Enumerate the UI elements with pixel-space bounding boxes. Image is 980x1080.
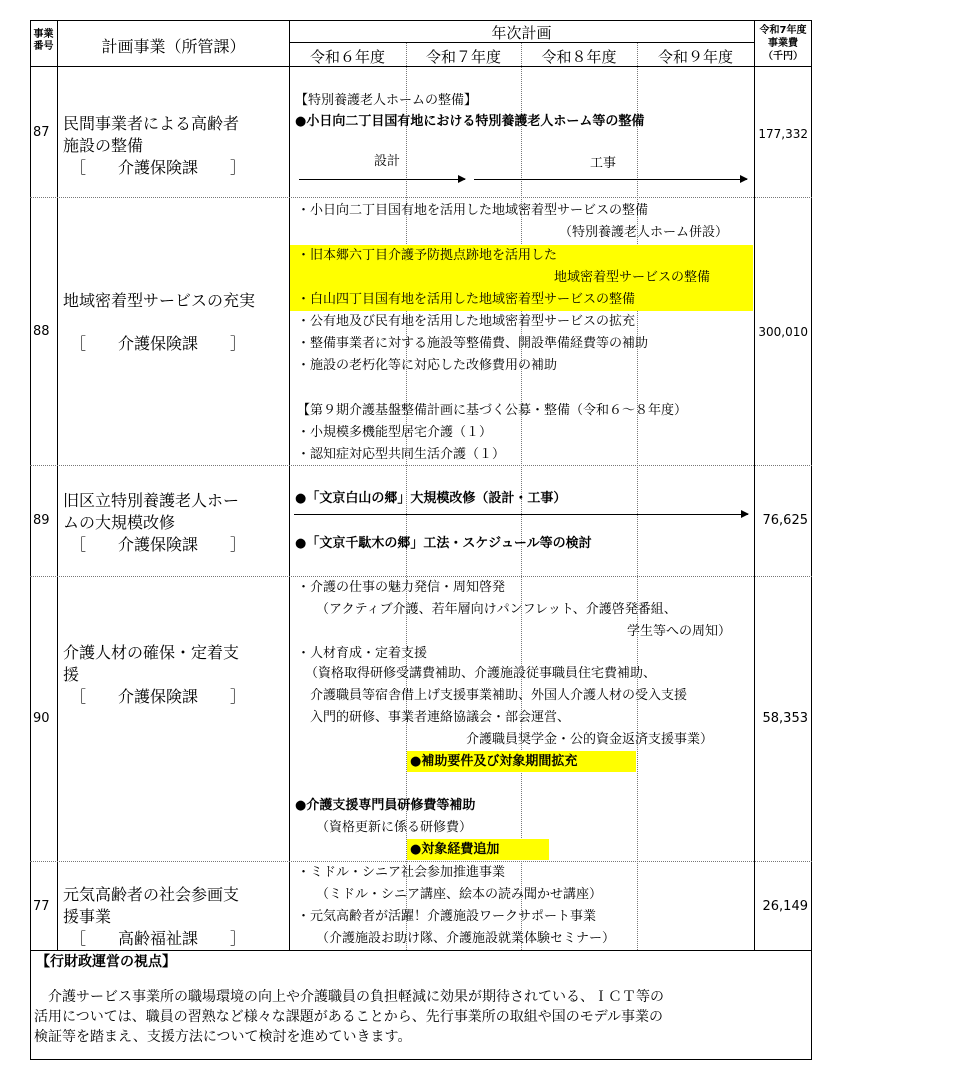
plan-item: ・人材育成・定着支援 — [297, 646, 428, 661]
header-year-4: 令和９年度 — [657, 48, 733, 66]
row-cost: 58,353 — [762, 711, 808, 726]
plan-item: ・小規模多機能型居宅介護（１） — [297, 425, 493, 440]
row-dept: ［ 介護保険課 ］ — [70, 535, 247, 554]
plan-item: ・施設の老朽化等に対応した改修費用の補助 — [297, 358, 558, 373]
row-divider — [30, 576, 812, 577]
arrow-label: 工事 — [590, 156, 617, 171]
row-no: 89 — [33, 513, 50, 528]
plan-item: ・認知症対応型共同生活介護（１） — [297, 447, 506, 462]
plan-item: ●小日向二丁目国有地における特別養護老人ホーム等の整備 — [295, 114, 645, 129]
arrow-label: 設計 — [374, 154, 401, 169]
row-name: 介護人材の確保・定着支 — [63, 643, 240, 662]
table-border-left — [30, 20, 31, 1060]
plan-item: ・白山四丁目国有地を活用した地域密着型サービスの整備 — [297, 292, 636, 307]
table-border-bottom — [30, 1059, 812, 1060]
plan-item: ・ミドル・シニア社会参加推進事業 — [297, 865, 506, 880]
col-divider — [754, 20, 755, 950]
header-year-1: 令和６年度 — [309, 48, 385, 66]
plan-item: 介護職員等宿舎借上げ支援事業補助、外国人介護人材の受入支援 — [310, 688, 688, 703]
row-name: ムの大規模改修 — [63, 513, 176, 532]
col-divider — [57, 20, 58, 950]
plan-item: 入門的研修、事業者連絡協議会・部会運営、 — [310, 710, 571, 725]
plan-item: ●介護支援専門員研修費等補助 — [295, 798, 476, 813]
row-no: 88 — [33, 324, 50, 339]
row-divider — [30, 465, 812, 466]
plan-item: （資格取得研修受講費補助、介護施設従事職員住宅費補助、 — [305, 666, 657, 681]
row-divider — [30, 197, 812, 198]
plan-item: ●「文京千駄木の郷」工法・スケジュール等の検討 — [295, 536, 592, 551]
plan-item: ・介護の仕事の魅力発信・周知啓発 — [297, 580, 506, 595]
row-cost: 177,332 — [758, 127, 808, 141]
header-cost: 令和7年度 事業費 （千円） — [759, 25, 807, 62]
plan-item: （特別養護老人ホーム併設） — [559, 225, 729, 240]
plan-item: ・小日向二丁目国有地を活用した地域密着型サービスの整備 — [297, 203, 649, 218]
row-name: 地域密着型サービスの充実 — [63, 291, 256, 310]
row-name: 援事業 — [63, 907, 112, 926]
plan-item: （資格更新に係る研修費） — [316, 820, 473, 835]
header-plan: 計画事業（所管課） — [101, 37, 246, 56]
row-dept: ［ 介護保険課 ］ — [70, 687, 247, 706]
plan-item: 【特別養護老人ホームの整備】 — [295, 93, 478, 108]
viewpoint-title: 【行財政運営の視点】 — [36, 954, 176, 970]
row-name: 援 — [63, 665, 80, 684]
plan-item: ・旧本郷六丁目介護予防拠点跡地を活用した — [297, 248, 558, 263]
plan-item: 介護職員奨学金・公的資金返済支援事業） — [466, 732, 714, 747]
plan-item: ●補助要件及び対象期間拡充 — [410, 754, 578, 769]
row-cost: 26,149 — [762, 899, 808, 914]
table-border-top — [30, 20, 812, 21]
plan-item: 【第９期介護基盤整備計画に基づく公募・整備（令和６～８年度） — [297, 403, 688, 418]
header-annual: 年次計画 — [491, 24, 552, 42]
row-no: 90 — [33, 711, 50, 726]
plan-item: （介護施設お助け隊、介護施設就業体験セミナー） — [316, 931, 616, 946]
plan-item: （アクティブ介護、若年層向けパンフレット、介護啓発番組、 — [316, 602, 677, 617]
row-name: 施設の整備 — [63, 136, 144, 155]
plan-item: 学生等への周知） — [627, 624, 732, 639]
plan-item: ・元気高齢者が活躍！介護施設ワークサポート事業 — [297, 909, 597, 924]
plan-item: ●「文京白山の郷」大規模改修（設計・工事） — [295, 491, 567, 506]
schedule-arrow — [294, 514, 748, 515]
table-border-right — [811, 20, 812, 1060]
header-year-2: 令和７年度 — [425, 48, 501, 66]
row-dept: ［ 介護保険課 ］ — [70, 334, 247, 353]
row-cost: 76,625 — [762, 513, 808, 528]
plan-item: ・整備事業者に対する施設等整備費、開設準備経費等の補助 — [297, 336, 649, 351]
viewpoint-divider — [30, 950, 812, 951]
header-year-3: 令和８年度 — [541, 48, 617, 66]
viewpoint-line: 検証等を踏まえ、支援方法について検討を進めていきます。 — [34, 1029, 412, 1045]
row-no: 87 — [33, 125, 50, 140]
header-no: 事業 番号 — [33, 29, 54, 52]
row-name: 元気高齢者の社会参画支 — [63, 885, 240, 904]
plan-item: ●対象経費追加 — [410, 842, 500, 857]
schedule-arrow — [474, 179, 747, 180]
plan-item: ・公有地及び民有地を活用した地域密着型サービスの拡充 — [297, 314, 636, 329]
row-no: 77 — [33, 899, 50, 914]
viewpoint-line: 活用については、職員の習熟など様々な課題があることから、先行事業所の取組や国のモデル事業の — [34, 1009, 664, 1025]
row-name: 民間事業者による高齢者 — [63, 114, 240, 133]
viewpoint-line: 介護サービス事業所の職場環境の向上や介護職員の負担軽減に効果が期待されている、ＩＣＴ等の — [48, 989, 664, 1005]
row-cost: 300,010 — [758, 325, 808, 339]
row-divider — [30, 861, 812, 862]
plan-item: （ミドル・シニア講座、絵本の読み聞かせ講座） — [316, 887, 603, 902]
row-name: 旧区立特別養護老人ホー — [63, 491, 240, 510]
col-divider — [289, 20, 290, 950]
row-dept: ［ 介護保険課 ］ — [70, 158, 247, 177]
plan-item: 地域密着型サービスの整備 — [554, 270, 711, 285]
row-dept: ［ 高齢福祉課 ］ — [70, 929, 247, 948]
schedule-arrow — [299, 179, 465, 180]
